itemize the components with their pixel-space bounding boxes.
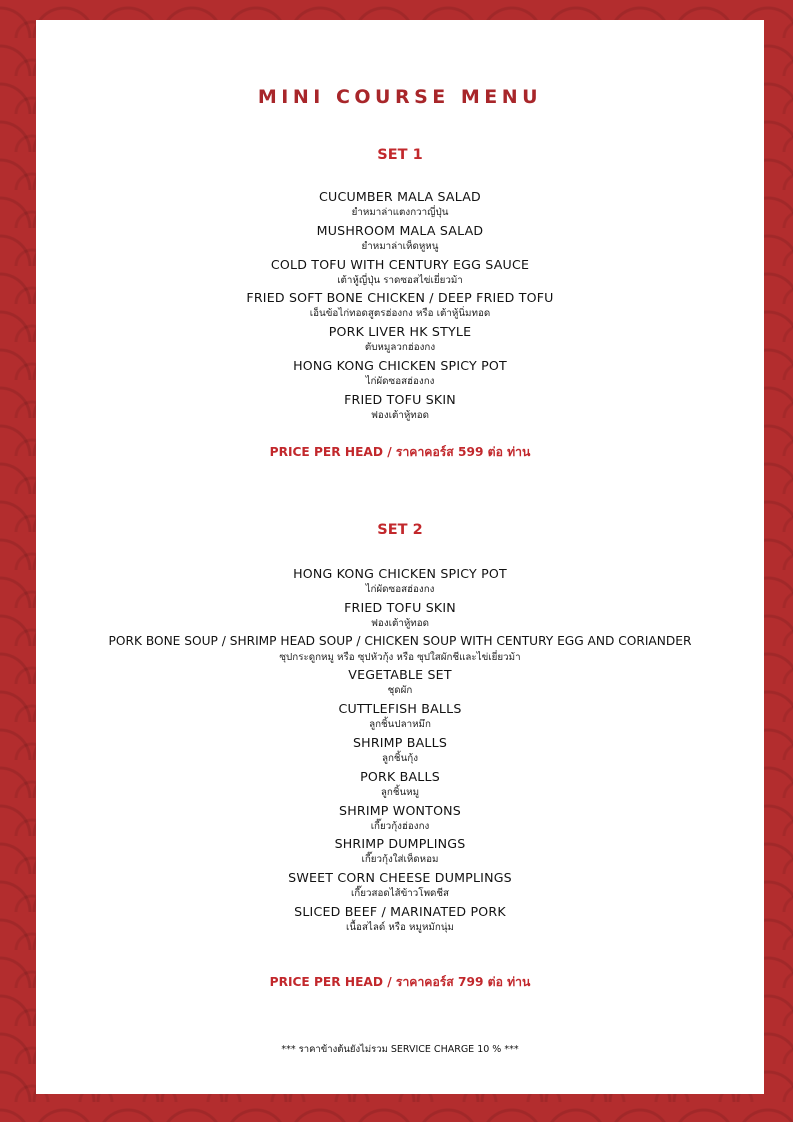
menu-item (36, 599, 764, 633)
menu-item-name: CUCUMBER MALA SALAD (319, 189, 481, 204)
menu-item (36, 633, 764, 667)
menu-item (36, 869, 764, 903)
menu-item-name: SWEET CORN CHEESE DUMPLINGS (288, 870, 512, 886)
menu-item-name: FRIED SOFT BONE CHICKEN / DEEP FRIED TOFU (246, 290, 554, 306)
menu-item (36, 256, 764, 290)
menu-item (36, 357, 764, 391)
menu-item-name: FRIED TOFU SKIN (344, 391, 456, 407)
menu-title: MINI COURSE MENU (257, 86, 543, 108)
menu-item-thai: ลูกชิ้นปลาหมึก (369, 719, 431, 731)
menu-item (36, 188, 764, 222)
menu-item (36, 323, 764, 357)
menu-item-thai: เกี๊ยวกุ้งใส่เห็ดหอม (361, 854, 439, 866)
service-charge-note: *** ราคาข้างต้นยังไม่รวม SERVICE CHARGE 10 % *** (281, 1044, 519, 1055)
menu-item-thai: ชุดผัก (387, 685, 413, 697)
menu-item (36, 768, 764, 802)
menu-item-name: PORK LIVER HK STYLE (328, 324, 472, 340)
set2-title: SET 2 (377, 522, 423, 538)
menu-item-thai: ตับหมูลวกฮ่องกง (364, 342, 436, 354)
menu-item-name: VEGETABLE SET (348, 667, 452, 683)
menu-item-name: SLICED BEEF / MARINATED PORK (294, 903, 506, 919)
menu-item (36, 802, 764, 836)
menu-item (36, 666, 764, 700)
menu-item-thai: ซุปกระดูกหมู หรือ ซุปหัวกุ้ง หรือ ซุปใสผักชีและไข่เยี่ยวม้า (279, 651, 521, 663)
menu-item (36, 700, 764, 734)
menu-item-thai: เกี๊ยวกุ้งฮ่องกง (370, 820, 430, 832)
menu-item-thai: ยำหมาล่าเห็ดหูหนู (361, 240, 439, 252)
menu-item-name: MUSHROOM MALA SALAD (316, 222, 484, 238)
menu-item-thai: ฟองเต้าหู้ทอด (371, 617, 429, 629)
menu-item-thai: ไก่ผัดซอสฮ่องกง (365, 375, 435, 387)
set1-title: SET 1 (377, 147, 423, 163)
menu-item-name: PORK BONE SOUP / SHRIMP HEAD SOUP / CHICKEN SOUP WITH CENTURY EGG AND CORIANDER (108, 633, 692, 648)
menu-item (36, 565, 764, 599)
menu-item (36, 734, 764, 768)
menu-item (36, 835, 764, 869)
set2-price: PRICE PER HEAD / ราคาคอร์ส 799 ต่อ ท่าน (269, 975, 531, 989)
menu-item (36, 289, 764, 323)
set2-menu-list (36, 565, 764, 937)
menu-item-name: PORK BALLS (360, 768, 440, 784)
menu-item-name: SHRIMP WONTONS (339, 802, 461, 818)
menu-item-name: SHRIMP BALLS (352, 734, 448, 750)
menu-item (36, 903, 764, 937)
menu-item-thai: ยำหมาล่าแตงกวาญี่ปุ่น (351, 207, 449, 218)
menu-item-thai: เนื้อสไลด์ หรือ หมูหมักนุ่ม (346, 921, 454, 933)
menu-item-name: FRIED TOFU SKIN (344, 599, 456, 615)
menu-item-name: SHRIMP DUMPLINGS (334, 836, 466, 852)
menu-item-name: HONG KONG CHICKEN SPICY POT (293, 357, 507, 373)
menu-item-thai: เอ็นข้อไก่ทอดสูตรฮ่องกง หรือ เต้าหู้นิ่มทอด (309, 308, 491, 320)
menu-item (36, 222, 764, 256)
menu-item-name: HONG KONG CHICKEN SPICY POT (293, 566, 507, 581)
menu-item-thai: ลูกชิ้นหมู (380, 786, 420, 798)
menu-item-thai: ฟองเต้าหู้ทอด (371, 409, 429, 421)
menu-item (36, 391, 764, 425)
menu-item-thai: ไก่ผัดซอสฮ่องกง (365, 584, 435, 595)
menu-item-thai: ลูกชิ้นกุ้ง (382, 752, 418, 764)
menu-item-thai: เกี๊ยวสอดไส้ข้าวโพดชีส (350, 888, 450, 900)
menu-item-name: CUTTLEFISH BALLS (338, 701, 462, 717)
set1-price: PRICE PER HEAD / ราคาคอร์ส 599 ต่อ ท่าน (269, 445, 531, 459)
menu-item-name: COLD TOFU WITH CENTURY EGG SAUCE (270, 256, 530, 272)
menu-item-thai: เต้าหู้ญี่ปุ่น ราดซอสไข่เยี่ยวม้า (337, 274, 463, 286)
menu-page (36, 20, 764, 1094)
set1-menu-list (36, 188, 764, 425)
